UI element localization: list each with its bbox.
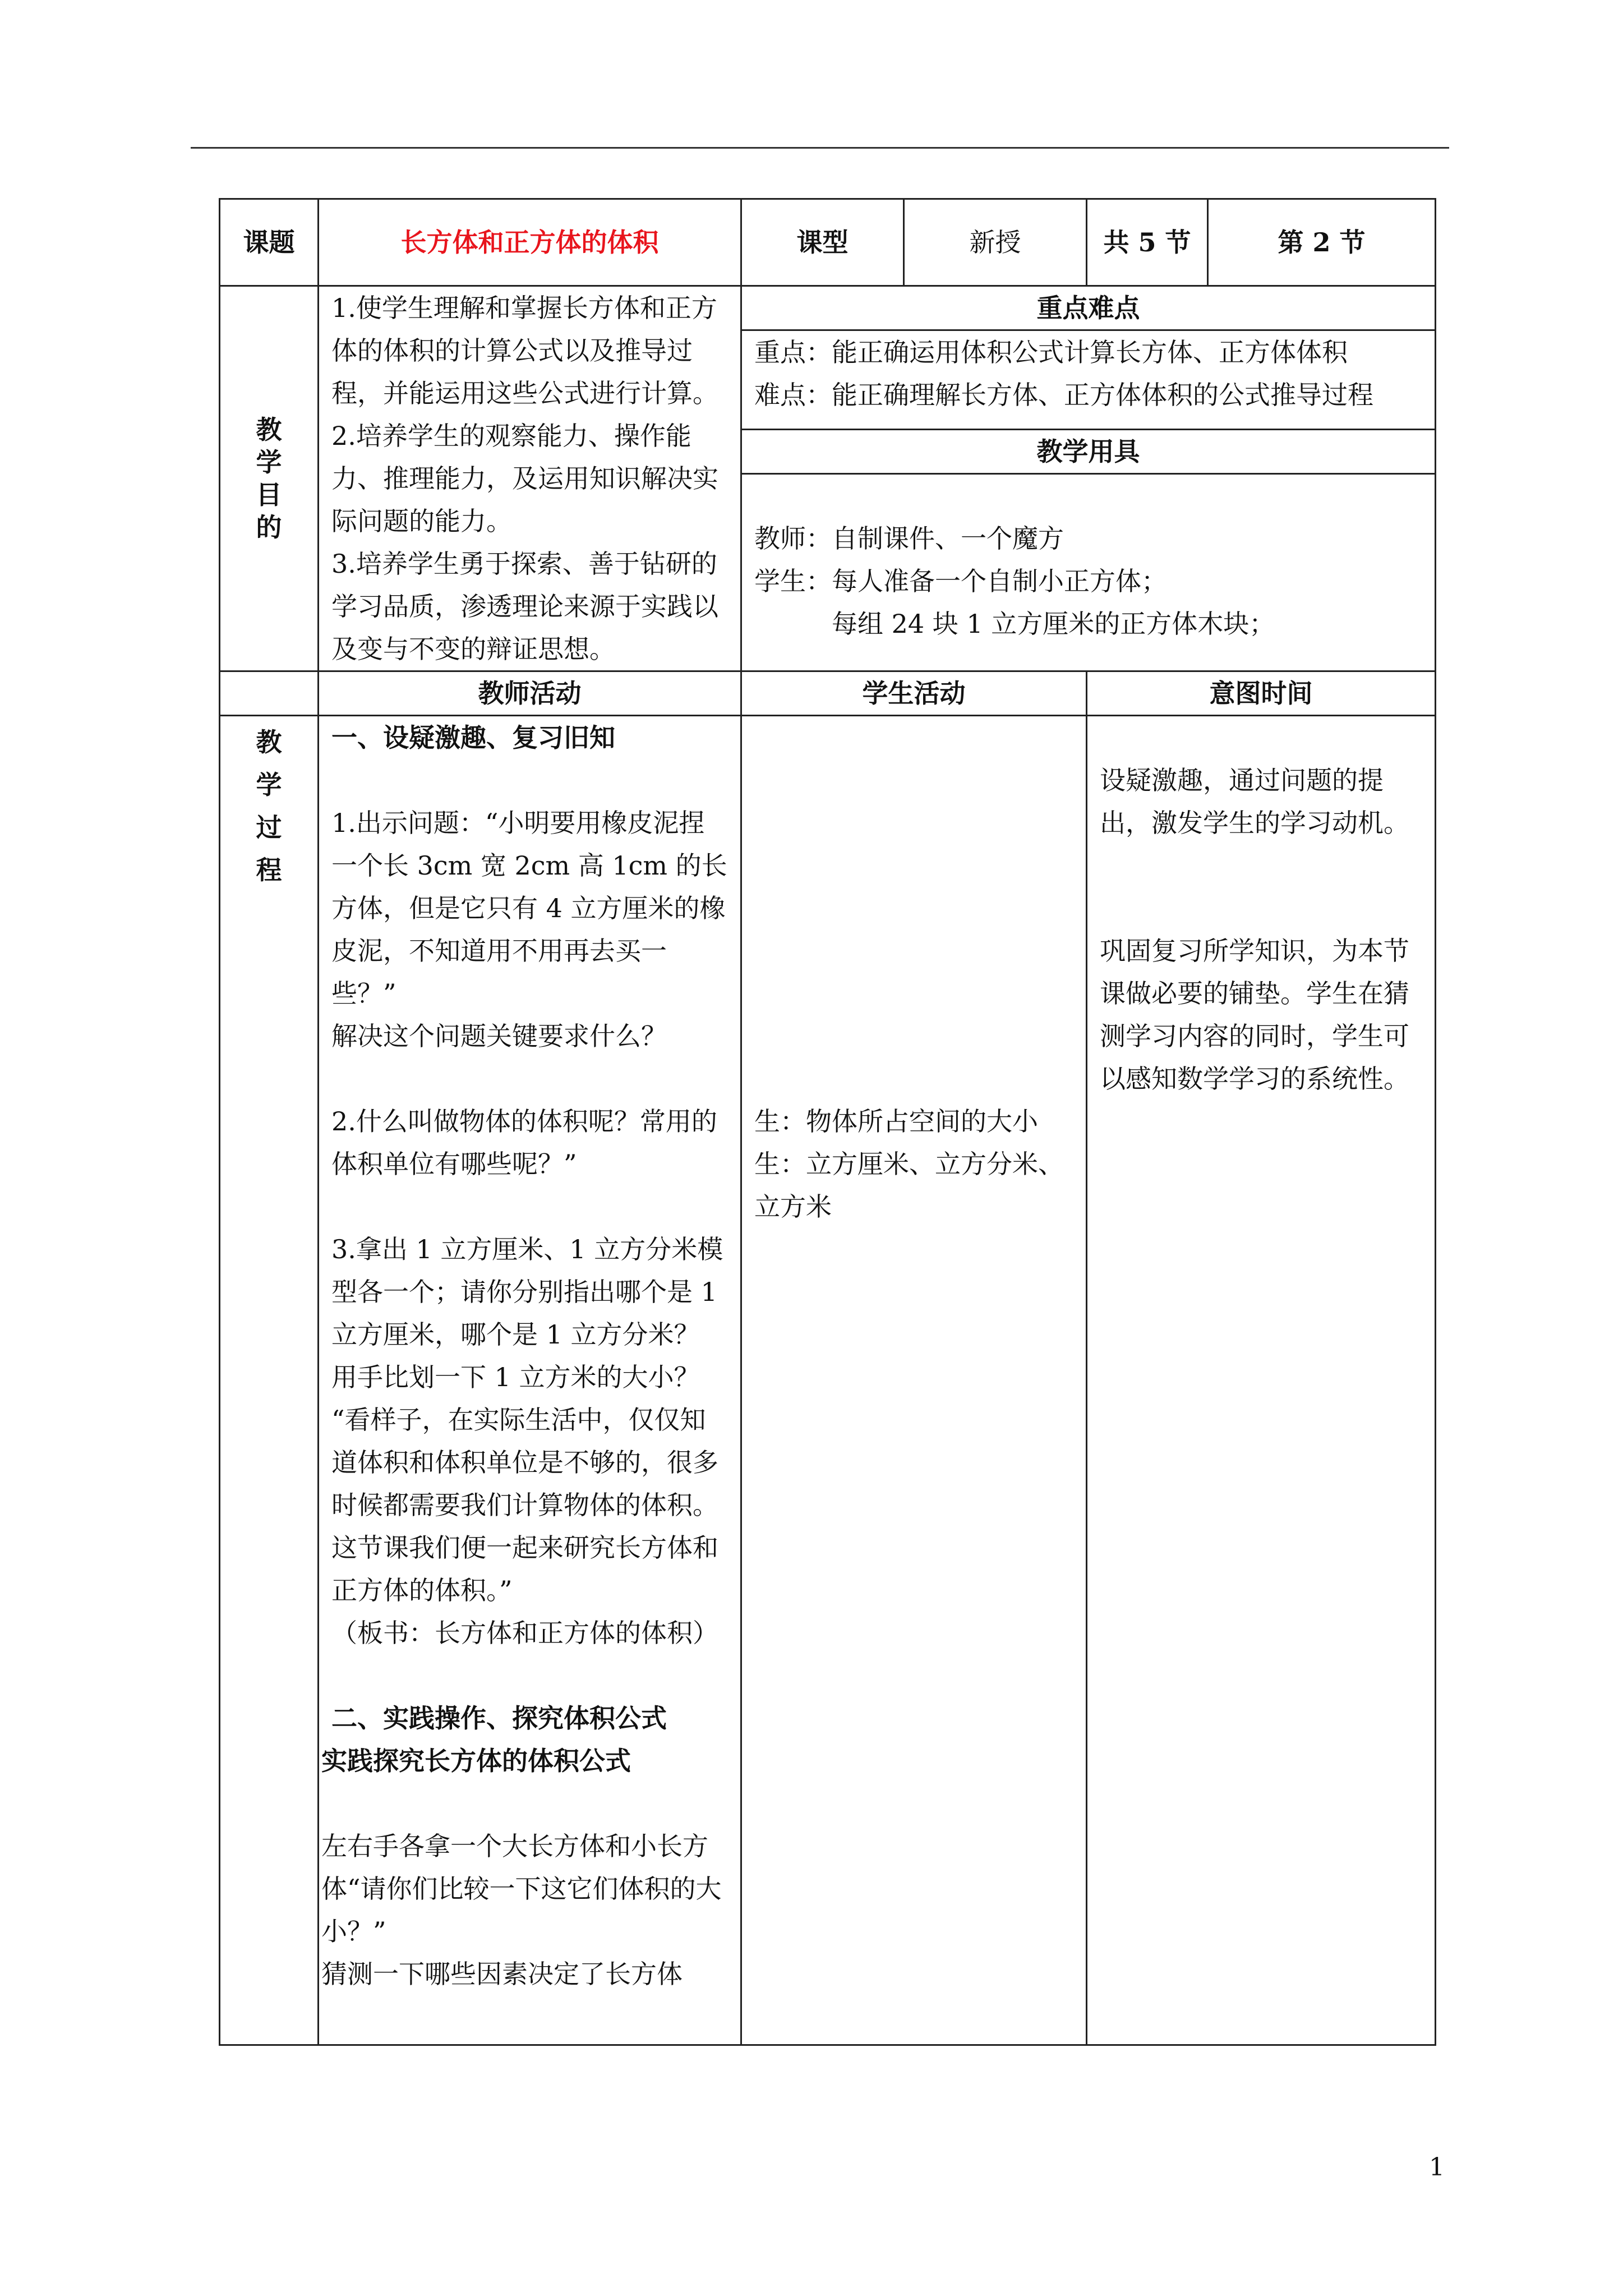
teacher-step: 3.拿出 1 立方厘米、1 立方分米模型各一个；请你分别指出哪个是 1 立方厘米，哪个是 1 立方分米？	[331, 1234, 723, 1350]
key-points-heading: 重点难点	[741, 286, 1436, 330]
tools-teacher: 教师：自制课件、一个魔方	[754, 523, 1064, 554]
teacher-step: 猜测一下哪些因素决定了长方体	[321, 1959, 683, 1989]
type-label: 课型	[741, 199, 904, 286]
intent-time	[1087, 716, 1436, 2045]
teacher-step: 解决这个问题关键要求什么？	[331, 1021, 667, 1051]
current-session: 第 2 节	[1208, 199, 1436, 286]
intent-note: 巩固复习所学知识，为本节课做必要的铺垫。学生在猜测学习内容的同时，学生可以感知数学学习的系统性。	[1100, 936, 1409, 1094]
objectives-label: 教 学 目 的	[220, 286, 319, 671]
page-number: 1	[1429, 2153, 1445, 2182]
teacher-step: 1.出示问题：“小明要用橡皮泥捏一个长 3cm 宽 2cm 高 1cm 的长方体，但是它只有 4 立方厘米的橡皮泥，不知道用不用再去买一些？”	[331, 808, 727, 1009]
teacher-step: “看样子，在实际生活中，仅仅知道体积和体积单位是不够的，很多时候都需要我们计算物体的体积。这节课我们便一起来研究长方体和正方体的体积。”	[331, 1405, 718, 1605]
section-heading: 一、设疑激趣、复习旧知	[331, 723, 615, 753]
teacher-step: 2.什么叫做物体的体积呢？常用的体积单位有哪些呢？”	[331, 1106, 717, 1179]
teacher-step: 左右手各拿一个大长方体和小长方体“请你们比较一下这它们体积的大小？”	[321, 1831, 722, 1947]
tools-content	[741, 474, 1436, 671]
activity-header-row	[220, 671, 1436, 716]
header-rule	[191, 147, 1449, 149]
key-points-content	[741, 330, 1436, 430]
type-value: 新授	[904, 199, 1087, 286]
student-activity	[741, 716, 1087, 2045]
teacher-activity-heading: 教师活动	[319, 671, 741, 716]
intent-note: 设疑激趣，通过问题的提出，激发学生的学习动机。	[1100, 765, 1409, 838]
tools-heading: 教学用具	[741, 430, 1436, 474]
process-row	[220, 716, 1436, 2045]
process-label: 教 学 过 程	[220, 716, 319, 2045]
tools-group: 每组 24 块 1 立方厘米的正方体木块；	[832, 609, 1275, 639]
objective-item: 3.培养学生勇于探索、善于钻研的学习品质，渗透理论来源于实践以及变与不变的辩证思想。	[331, 549, 718, 664]
board-note: （板书：长方体和正方体的体积）	[331, 1618, 718, 1648]
intent-time-heading: 意图时间	[1087, 671, 1436, 716]
subsection-heading: 实践探究长方体的体积公式	[321, 1746, 631, 1776]
objectives-text	[319, 286, 741, 671]
header-row	[220, 199, 1436, 286]
student-answer: 生：物体所占空间的大小	[754, 1106, 1038, 1137]
total-sessions: 共 5 节	[1087, 199, 1208, 286]
key-focus: 重点：能正确运用体积公式计算长方体、正方体体积	[754, 337, 1348, 367]
course-title: 长方体和正方体的体积	[319, 199, 741, 286]
teacher-activity	[319, 716, 741, 2045]
teacher-step: 用手比划一下 1 立方米的大小？	[331, 1362, 700, 1392]
student-answer: 生：立方厘米、立方分米、立方米	[754, 1149, 1064, 1222]
objective-item: 2.培养学生的观察能力、操作能力、推理能力，及运用知识解决实际问题的能力。	[331, 421, 718, 536]
objective-item: 1.使学生理解和掌握长方体和正方体的体积的计算公式以及推导过程，并能运用这些公式进行计算。	[331, 293, 718, 408]
key-difficulty: 难点：能正确理解长方体、正方体体积的公式推导过程	[754, 380, 1373, 410]
tools-student: 学生：每人准备一个自制小正方体；	[754, 566, 1167, 597]
section-heading: 二、实践操作、探究体积公式	[331, 1703, 667, 1733]
lesson-plan-table	[219, 198, 1436, 2046]
course-label: 课题	[220, 199, 319, 286]
student-activity-heading: 学生活动	[741, 671, 1087, 716]
